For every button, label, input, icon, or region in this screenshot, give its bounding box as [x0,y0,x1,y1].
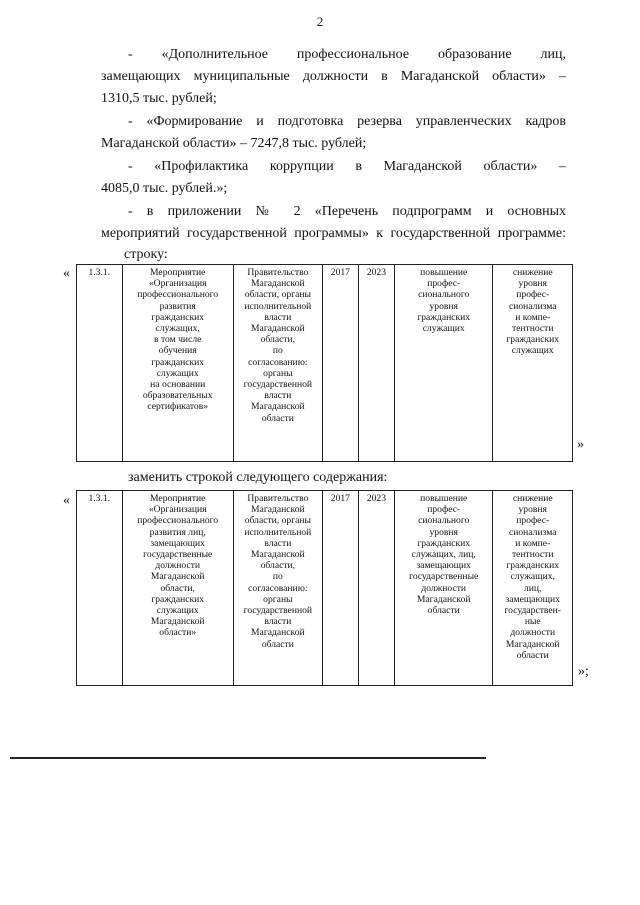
new-row-executor-line: Магаданской [251,504,305,516]
quote-close-new: »; [578,664,589,679]
new-row-risk-line: сионализма [508,526,557,538]
new-row-executor-line: власти [264,537,292,549]
item-3-line-2: 4085,0 тыс. рублей.»; [101,181,228,196]
new-row-result-line: сионального [418,515,470,527]
footer-rule [10,757,486,759]
replace-label: заменить строкой следующего содержания: [128,470,388,485]
new-row-risk-line: снижение [512,493,553,504]
old-row-executor-line: органы [263,367,293,379]
new-row-name-line: Мероприятие [150,493,206,504]
item-3-line-1: - «Профилактика коррупции в Магаданской области» – [128,159,566,174]
old-row-result [394,265,493,462]
new-row-name-line: служащих [156,605,199,617]
new-row-name-line: развития лиц, [149,526,206,538]
old-row-year-end: 2023 [358,265,394,462]
old-row-result-line: уровня [429,300,458,312]
new-row-executor-line: государственной [243,605,313,617]
old-row-executor-line: власти [264,390,292,402]
old-row-result-line: гражданских [417,311,471,323]
old-row-risk-line: и компе- [515,311,551,323]
item-2-line-2: Магаданской области» – 7247,8 тыс. рублей; [101,136,367,151]
new-row-result-line: государственные [409,571,479,583]
old-row-name-line: служащих, [155,323,200,335]
quote-open-old: « [63,266,70,281]
old-row-executor-line: исполнительной [244,300,312,312]
new-row-executor-line: области, органы [244,515,311,527]
new-row-name-line: государственные [143,549,213,561]
table-row [77,491,573,686]
old-row-name-line: «Организация [148,278,207,290]
old-row-executor-line: области [261,412,294,424]
old-row-name [122,265,233,462]
old-row-executor-line: Магаданской [251,278,305,290]
old-row-table [76,264,573,462]
item-2-line-1: - «Формирование и подготовка резерва управленческих кадров [128,114,566,129]
old-row-name-line: гражданских [151,311,205,323]
new-row-result-line: гражданских [417,537,471,549]
page-number: 2 [316,14,324,29]
old-row-name-line: гражданских [151,356,205,368]
old-row-executor-line: Магаданской [251,401,305,413]
item-4-line-1: - в приложении № 2 «Перечень подпрограмм и основных [128,204,566,219]
old-row-result-line: профес- [427,278,461,290]
new-row-risk-line: и компе- [515,537,551,549]
old-row-name-line: в том числе [154,334,202,346]
new-row-risk-line: должности [510,627,556,639]
new-row-executor [233,491,322,686]
old-row-risk-line: служащих [511,345,554,357]
new-row-result-line: замещающих [416,560,471,572]
old-row-year-start: 2017 [322,265,358,462]
new-row-name-line: замещающих [150,537,205,549]
table-row [77,265,573,462]
new-row-executor-line: исполнительной [244,526,312,538]
old-row-number: 1.3.1. [77,265,123,462]
quote-close-old: » [577,437,584,452]
new-row-year-start: 2017 [322,491,358,686]
new-row-result-line: должности [421,582,467,594]
old-row-executor-line: области, органы [244,289,311,301]
old-row-executor-line: Магаданской [251,323,305,335]
item-1-line-1: - «Дополнительное профессиональное образование лиц, [128,47,566,62]
new-row-risk-line: тентности [511,549,554,561]
old-row-name-line: служащих [156,367,199,379]
old-row-name-line: образовательных [142,390,213,402]
old-row-name-line: Мероприятие [150,267,206,278]
new-row-executor-line: области, [260,560,296,572]
old-row-executor-line: согласованию: [248,356,308,368]
new-row-risk-line: лиц, [524,582,542,594]
old-row-risk-line: профес- [516,289,550,301]
old-row-executor [233,265,322,462]
old-row-name-line: на основании [150,379,206,391]
new-row-result-line: уровня [429,526,458,538]
old-row-executor-line: власти [264,311,292,323]
new-row-risk-line: служащих, [510,571,555,583]
old-row-result-line: служащих [422,323,465,335]
new-row-risk-line: Магаданской [505,638,560,650]
item-1-line-2: замещающих муниципальные должности в Магаданской области» – [101,69,566,84]
new-row-executor-line: Правительство [247,493,309,504]
old-row-name-line: развития [159,300,196,312]
new-row-name-line: Магаданской [150,616,205,628]
old-row-result-line: повышение [420,267,468,278]
old-row-executor-line: области, [260,334,296,346]
new-row-result-line: Магаданской [416,593,471,605]
new-row-executor-line: власти [264,616,292,628]
stroku-label: строку: [124,247,168,262]
new-row-name-line: Магаданской [150,571,205,583]
new-row-executor-line: Магаданской [251,549,305,561]
new-row-name-line: должности [155,560,201,572]
new-row-executor-line: согласованию: [248,582,308,594]
new-row-number: 1.3.1. [77,491,123,686]
item-1-line-3: 1310,5 тыс. рублей; [101,91,217,106]
new-row-name-line: гражданских [151,593,205,605]
new-row-result [394,491,493,686]
new-row-executor-line: по [272,571,283,583]
new-row-name-line: профессионального [137,515,219,527]
new-row-executor-line: Магаданской [251,627,305,639]
new-row-name-line: «Организация [148,504,207,516]
new-row-risk-line: уровня [518,504,547,516]
old-row-executor-line: государственной [243,379,313,391]
old-row-name-line: обучения [158,345,197,357]
new-row-risk-line: государствен- [504,605,561,617]
old-row-risk-line: тентности [511,323,554,335]
new-row-risk-line: гражданских [506,560,560,572]
new-row-executor-line: области [261,638,294,650]
new-row-result-line: повышение [420,493,468,504]
old-row-executor-line: по [272,345,283,357]
item-4-line-2: мероприятий государственной программы» к государственной программе: [101,226,566,241]
new-row-name [122,491,233,686]
new-row-risk-line: замещающих [505,593,560,605]
old-row-result-line: сионального [418,289,470,301]
new-row-name-line: области, [160,582,195,594]
old-row-name-line: профессионального [137,289,219,301]
new-row-result-line: области [427,605,460,617]
old-row-risk-line: уровня [518,278,547,290]
old-row-name-line: сертификатов» [147,401,209,413]
new-row-table [76,490,573,686]
old-row-risk [493,265,573,462]
new-row-risk-line: ные [524,616,541,628]
new-row-risk-line: профес- [516,515,550,527]
old-row-risk-line: снижение [512,267,553,278]
new-row-risk-line: области [516,649,549,661]
new-row-risk [493,491,573,686]
old-row-executor-line: Правительство [247,267,309,278]
new-row-name-line: области» [159,627,197,639]
new-row-result-line: профес- [427,504,461,516]
new-row-year-end: 2023 [358,491,394,686]
new-row-executor-line: органы [263,593,293,605]
old-row-risk-line: гражданских [506,334,560,346]
quote-open-new: « [63,493,70,508]
new-row-result-line: служащих, лиц, [411,549,476,561]
old-row-risk-line: сионализма [508,300,557,312]
